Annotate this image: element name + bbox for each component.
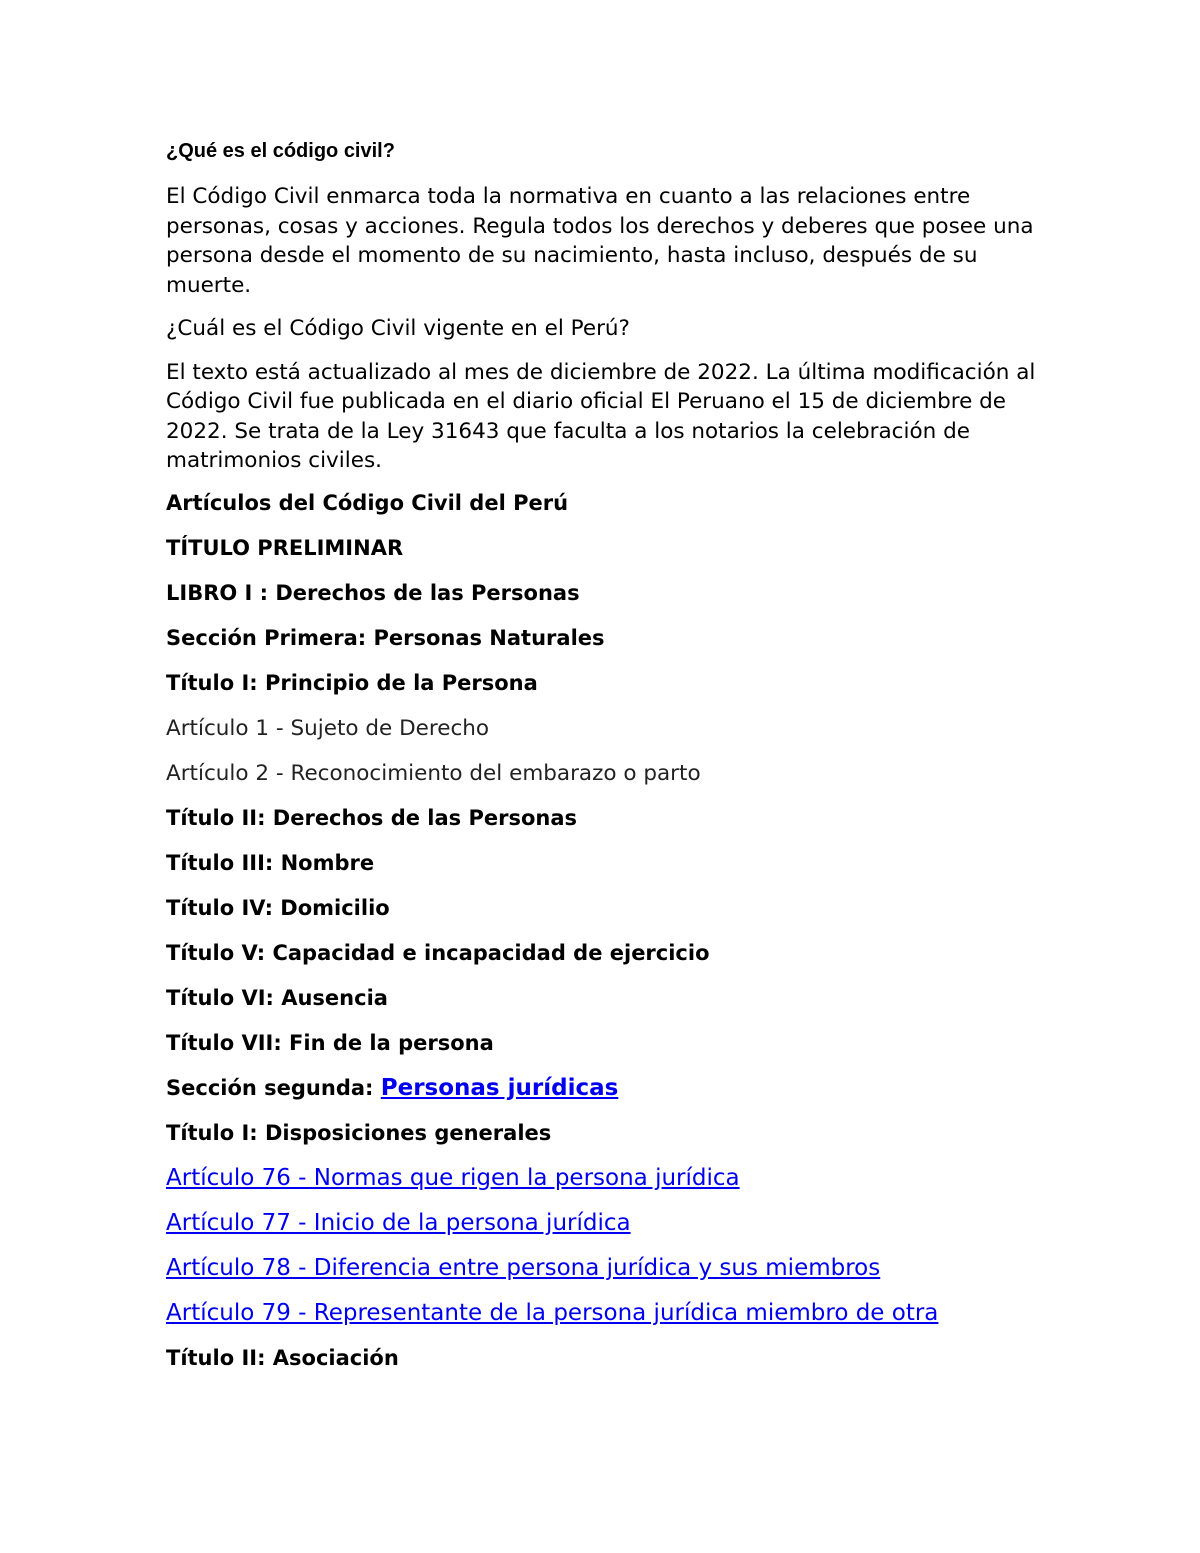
document-page [166,138,1046,1390]
toc-articulo-78 [166,1255,1046,1282]
question-heading-current-code: ¿Cuál es el Código Civil vigente en el Perú? [166,316,630,341]
toc-articulo-79 [166,1300,1046,1327]
toc-titulo-5: Título V: Capacidad e incapacidad de ejercicio [166,940,710,965]
toc-titulo-3: Título III: Nombre [166,850,375,875]
toc-title: Artículos del Código Civil del Perú [166,490,569,515]
articulo-79-link[interactable]: Artículo 79 - Representante de la persona jurídica miembro de otra [166,1299,939,1326]
toc-titulo-2: Título II: Derechos de las Personas [166,805,577,830]
toc-s2-titulo-2: Título II: Asociación [166,1345,399,1370]
toc-articulo-77 [166,1210,1046,1237]
articulo-78-link[interactable]: Artículo 78 - Diferencia entre persona jurídica y sus miembros [166,1254,881,1281]
question-heading-what-is: ¿Qué es el código civil? [166,140,395,162]
answer-paragraph-what-is: El Código Civil enmarca toda la normativa en cuanto a las relaciones entre personas, cosas y acciones. Regula todos los derechos y deberes que posee una persona desde el momento de su nacimiento, hasta incluso, después de su muerte. [166,184,1034,298]
toc-articulo-2: Artículo 2 - Reconocimiento del embarazo o parto [166,760,701,786]
toc-seccion-2 [166,1075,1046,1102]
toc-titulo-preliminar: TÍTULO PRELIMINAR [166,535,404,560]
articulo-76-link[interactable]: Artículo 76 - Normas que rigen la persona jurídica [166,1164,740,1191]
toc-titulo-7: Título VII: Fin de la persona [166,1030,494,1055]
toc-titulo-6: Título VI: Ausencia [166,985,388,1010]
toc-seccion-2-label: Sección segunda: [166,1075,381,1100]
articulo-77-link[interactable]: Artículo 77 - Inicio de la persona jurídica [166,1209,631,1236]
toc-s2-titulo-1: Título I: Disposiciones generales [166,1120,552,1145]
toc-libro-1: LIBRO I : Derechos de las Personas [166,580,580,605]
toc-articulo-1: Artículo 1 - Sujeto de Derecho [166,715,490,741]
answer-paragraph-current-code: El texto está actualizado al mes de diciembre de 2022. La última modificación al Código Civil fue publicada en el diario oficial El Peruano el 15 de diciembre de 2022. Se trata de la Ley 31643 que faculta a los notarios la celebración de matrimonios civiles. [166,359,1036,473]
toc-titulo-4: Título IV: Domicilio [166,895,390,920]
personas-juridicas-link[interactable]: Personas jurídicas [380,1074,619,1101]
toc-seccion-1: Sección Primera: Personas Naturales [166,625,605,650]
toc-titulo-1: Título I: Principio de la Persona [166,670,538,695]
toc-articulo-76 [166,1165,1046,1192]
